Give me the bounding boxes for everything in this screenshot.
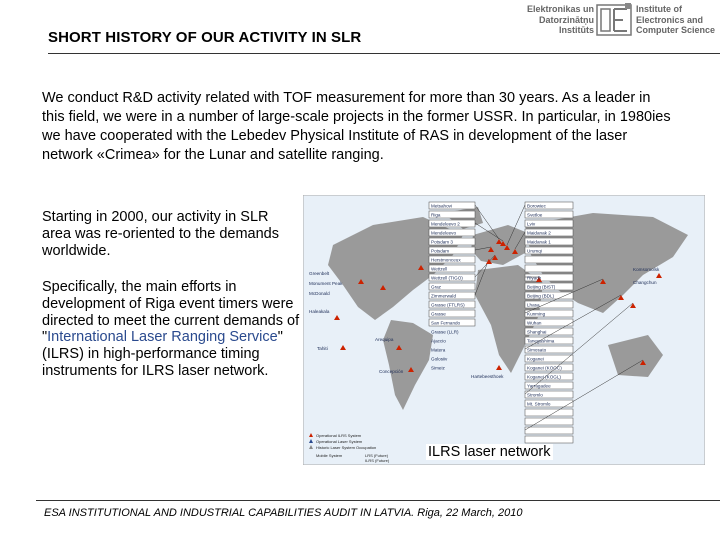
timers-paragraph-end: " (ILRS) in high-performance timing instruments for ILRS laser network. — [42, 329, 283, 379]
station-label: Wettzell (TIGO) — [431, 275, 463, 281]
page-title: SHORT HISTORY OF OUR ACTIVITY IN SLR — [48, 29, 362, 46]
label-box — [525, 427, 573, 434]
ilrs-network-map — [303, 195, 705, 465]
station-label: Yarragadee — [527, 383, 551, 389]
station-label: Mt. Stromlo — [527, 401, 551, 407]
footer-text: ESA INSTITUTIONAL AND INDUSTRIAL CAPABILITIES AUDIT IN LATVIA. Riga, 22 March, 2010 — [44, 507, 523, 519]
logo-lv-line-2: Datorzinātņu — [539, 14, 594, 25]
station-label: Maidanak 2 — [527, 230, 551, 236]
station-label: Metsahovi — [431, 203, 452, 209]
station-label: Urumqi — [527, 248, 542, 254]
station-label: Shanghai — [527, 329, 547, 335]
station-label: Zimmerwald — [431, 293, 457, 299]
station-label: Graz — [431, 284, 441, 290]
timers-paragraph-start: Specifically, the main efforts in development of Riga event timers were directed to meet the current demands of " — [42, 279, 300, 346]
station-label: Changchun — [633, 280, 657, 285]
station-label: Komsomolsk — [633, 267, 660, 272]
station-label: Beijing (BDL) — [527, 293, 555, 299]
station-label: Tanegashima — [527, 338, 555, 344]
station-label: Potsdam 3 — [431, 239, 453, 245]
station-label: Wettzell — [431, 266, 448, 272]
station-label: Riyadh — [527, 275, 542, 281]
station-label: Stromlo — [527, 392, 543, 398]
label-box — [525, 256, 573, 263]
institute-logo-icon — [596, 3, 632, 37]
station-label: Matera — [431, 347, 446, 353]
label-box — [525, 418, 573, 425]
station-label: Grasse (FTLRS) — [431, 302, 465, 308]
reorientation-paragraph: Starting in 2000, our activity in SLR area was re-oriented to the demands worldwide. — [42, 209, 279, 259]
station-label: Simeiz — [431, 365, 445, 371]
station-label: Simosato — [527, 347, 547, 353]
station-label: Lhasa — [527, 302, 540, 308]
timers-paragraph — [42, 279, 304, 380]
label-box — [525, 265, 573, 272]
header-divider — [48, 53, 720, 54]
institute-logo-latvian-text — [514, 4, 594, 36]
station-label: Potsdam — [431, 248, 450, 254]
station-label: Kunming — [527, 311, 546, 317]
station-label: Koganei (KOGC) — [527, 365, 562, 371]
legend-item: Historic Laser System Occupation — [316, 445, 377, 450]
station-label: Concepción — [379, 369, 404, 374]
institute-logo-english-text — [636, 4, 720, 36]
station-label: Golosiiv — [431, 356, 448, 362]
station-label: Lviv — [527, 221, 536, 227]
station-label: Herstmonceux — [431, 257, 461, 263]
logo-lv-line-1: Elektronikas un — [526, 4, 594, 14]
station-label: Maidanak 1 — [527, 239, 551, 245]
station-label: Borowiec — [527, 203, 546, 209]
station-label: Grasse — [431, 311, 446, 317]
station-label: Arequipa — [375, 337, 394, 342]
station-label: Svetloe — [527, 212, 543, 218]
station-label: San Fernando — [431, 320, 461, 326]
station-label: Koganei (KOGL) — [527, 374, 561, 380]
station-label: Hartebeesthoek — [471, 374, 504, 379]
label-box — [525, 409, 573, 416]
station-label: Grasse (LLR) — [431, 329, 459, 335]
logo-en-line-3: Computer Science — [636, 25, 716, 35]
legend-item: Operational Laser System — [316, 439, 363, 444]
station-label: Mendeleevo — [431, 230, 457, 236]
ilrs-link[interactable]: International Laser Ranging Service — [47, 329, 278, 346]
legend-item: ILRS (Future) — [365, 458, 390, 463]
station-label: Haleakala — [309, 309, 330, 314]
station-label: Wuhan — [527, 320, 542, 326]
station-label: Riga — [431, 212, 441, 218]
station-label: Ajaccio — [431, 338, 446, 344]
legend-item: LRS (Future) — [365, 453, 389, 458]
map-caption: ILRS laser network — [428, 444, 551, 460]
station-label: Beijing (BIST) — [527, 284, 556, 290]
logo-lv-line-3: Institūts — [559, 25, 594, 35]
intro-paragraph: We conduct R&D activity related with TOF measurement for more than 30 years. As a leader in this field, we were in a number of large-scale projects in the former USSR. In particular, in 1980ies we have cooperated with the Lebedev Physical Institute of RAS in development of the laser network «Crimea» for the Lunar and satellite ranging. — [42, 90, 671, 163]
label-box — [525, 436, 573, 443]
station-label: Koganei — [527, 356, 544, 362]
logo-en-line-2: Electronics and — [636, 14, 704, 25]
station-label: Mendeleevo 2 — [431, 221, 460, 227]
station-label: McDonald — [309, 291, 330, 296]
station-label: Greenbelt — [309, 271, 330, 276]
logo-en-line-1: Institute of — [636, 4, 682, 14]
footer-divider — [36, 500, 720, 501]
legend-item: Mobile System — [316, 453, 343, 458]
station-label: Monument Peak — [309, 281, 343, 286]
station-label: Tahiti — [317, 346, 328, 351]
legend-item: Operational ILRS System — [316, 433, 362, 438]
